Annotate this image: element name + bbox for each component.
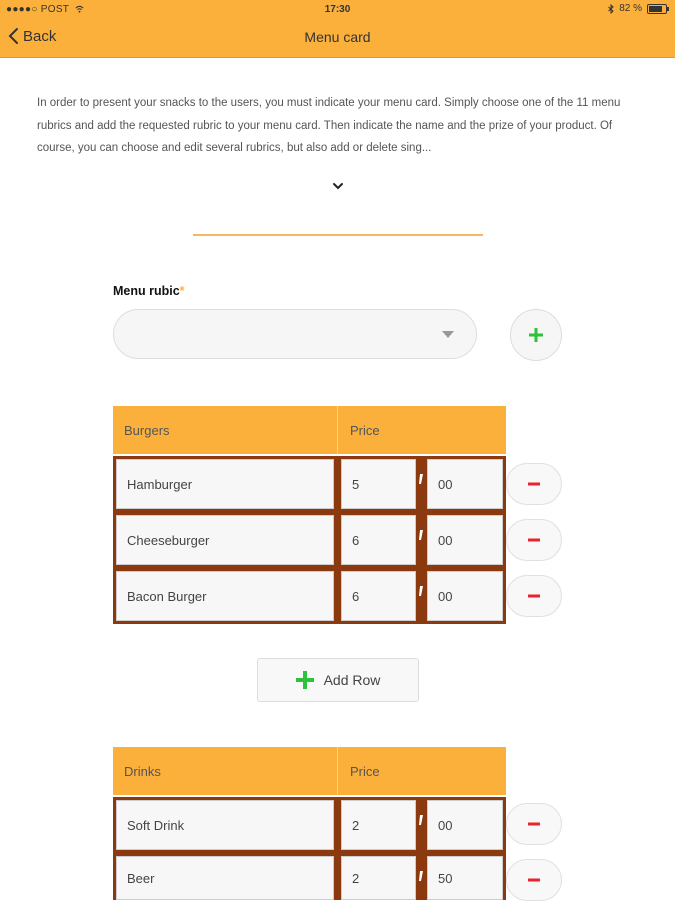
item-name-field[interactable]: Hamburger — [116, 459, 334, 509]
dropdown-arrow-icon — [442, 331, 454, 338]
price-minor-field[interactable]: 00 — [427, 515, 503, 565]
table-header-price: Price — [350, 764, 380, 779]
page-title: Menu card — [304, 29, 371, 45]
price-minor-field[interactable]: 00 — [427, 800, 503, 850]
add-row-button[interactable] — [257, 658, 419, 702]
minus-icon — [528, 538, 540, 542]
navigation-header — [0, 0, 675, 58]
price-major-field[interactable]: 5 — [341, 459, 416, 509]
table-header-name: Burgers — [124, 423, 170, 438]
expand-button[interactable] — [329, 178, 347, 194]
decimal-separator-icon — [419, 815, 423, 825]
chevron-down-icon — [329, 178, 347, 194]
status-time: 17:30 — [324, 4, 351, 15]
item-name-field[interactable]: Cheeseburger — [116, 515, 334, 565]
add-row-label: Add Row — [323, 672, 381, 688]
table-body-burgers — [113, 456, 506, 624]
decimal-separator-icon — [419, 530, 423, 540]
back-label: Back — [23, 27, 57, 45]
price-major-field[interactable]: 6 — [341, 571, 416, 621]
decimal-separator-icon — [419, 586, 423, 596]
decimal-separator-icon — [419, 474, 423, 484]
rubric-label: Menu rubic* — [113, 284, 185, 298]
section-divider — [193, 234, 483, 236]
status-bar — [0, 0, 675, 18]
table-body-drinks — [113, 797, 506, 900]
bluetooth-icon — [608, 4, 614, 14]
item-name-field[interactable]: Beer — [116, 856, 334, 900]
plus-icon — [296, 671, 314, 689]
price-major-field[interactable]: 6 — [341, 515, 416, 565]
price-minor-field[interactable]: 00 — [427, 571, 503, 621]
price-minor-field[interactable]: 00 — [427, 459, 503, 509]
remove-row-button[interactable] — [506, 463, 562, 505]
table-header-price: Price — [350, 423, 380, 438]
plus-icon — [528, 327, 544, 343]
price-major-field[interactable]: 2 — [341, 856, 416, 900]
table-header-burgers — [113, 406, 506, 454]
remove-row-button[interactable] — [506, 803, 562, 845]
required-mark: * — [179, 284, 185, 298]
minus-icon — [528, 594, 540, 598]
table-header-drinks — [113, 747, 506, 795]
remove-row-button[interactable] — [506, 859, 562, 901]
price-minor-field[interactable]: 50 — [427, 856, 503, 900]
remove-row-button[interactable] — [506, 519, 562, 561]
minus-icon — [528, 482, 540, 486]
header-separator — [337, 747, 338, 795]
minus-icon — [528, 822, 540, 826]
item-name-field[interactable]: Soft Drink — [116, 800, 334, 850]
carrier-label: ●●●●○ POST — [6, 4, 84, 15]
table-header-name: Drinks — [124, 764, 161, 779]
battery-percent: 82 % — [619, 3, 642, 14]
item-name-field[interactable]: Bacon Burger — [116, 571, 334, 621]
add-rubric-button[interactable] — [510, 309, 562, 361]
battery-icon — [647, 4, 667, 14]
decimal-separator-icon — [419, 871, 423, 881]
price-major-field[interactable]: 2 — [341, 800, 416, 850]
intro-text: In order to present your snacks to the users, you must indicate your menu card. Simply choose one of the 11 menu rubrics and add the requested rubric to your menu card. Then indicate the name and the prize of your product. Of course, you can choose and edit several rubrics, but also add or delete sing... — [37, 97, 621, 154]
remove-row-button[interactable] — [506, 575, 562, 617]
header-separator — [337, 406, 338, 454]
rubric-select[interactable] — [113, 309, 477, 359]
minus-icon — [528, 878, 540, 882]
status-right — [608, 3, 667, 14]
